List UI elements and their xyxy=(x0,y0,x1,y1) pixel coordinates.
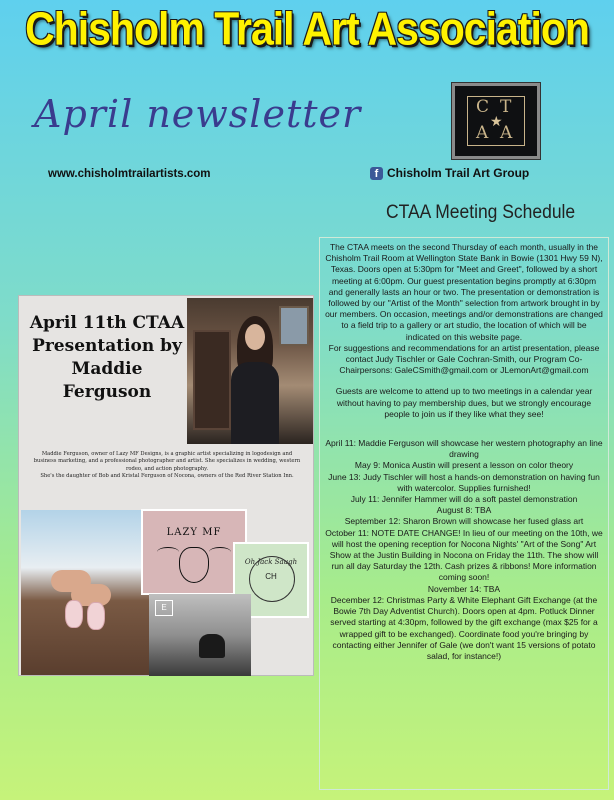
flyer-heading: April 11th CTAA Presentation by Maddie Ferguson xyxy=(29,313,185,402)
meeting-schedule-box xyxy=(319,237,609,790)
logo-letter-t: T xyxy=(500,97,512,117)
ctaa-logo xyxy=(452,83,540,159)
emblem-monogram: CH xyxy=(265,572,277,581)
website-link[interactable]: www.chisholmtrailartists.com xyxy=(48,168,211,180)
star-icon: ★ xyxy=(490,113,503,129)
photo-face xyxy=(245,324,265,350)
schedule-intro: The CTAA meets on the second Thursday of each month, usually in the Chisholm Trail Room at Wellington State Bank in Bowie (1301 Hwy 59 N), Texas. Doors open at 5:30pm for "Meet and Greet", followed by a short meeting at 6:00pm. Our guest presentation begins promptly at 6:30pm and generally lasts an hour or two. The presentation or demonstration is followed by our "Artist of the Month" selection from artwork brought in by our members. On occasion, meetings and/or demonstrations are changed to a field trip to a gallery or art studio, the location of which will be indicated on this website page. xyxy=(325,242,603,342)
schedule-event: August 8: TBA xyxy=(436,505,492,516)
presenter-photo xyxy=(187,298,313,444)
rider-silhouette xyxy=(199,634,225,658)
lazy-mf-logo-image xyxy=(141,509,247,595)
photo-window xyxy=(279,306,309,346)
schedule-suggestions: For suggestions and recommendations for an artist presentation, please contact Judy Tischler or Gale Cochran-Smith, our Program Co-Chairpersons: GaleCSmith@gmail.com or JLemonArt@gmail.com xyxy=(328,342,600,376)
baby-shoes-photo xyxy=(21,510,149,675)
schedule-event: April 11: Maddie Ferguson will showcase her western photography an line drawing xyxy=(325,438,603,460)
brand-mark-icon: E xyxy=(155,600,173,616)
horn-shape xyxy=(157,547,179,557)
logo-frame xyxy=(467,96,525,146)
schedule-event: September 12: Sharon Brown will showcase her fused glass art xyxy=(344,516,584,527)
longhorn-skull-icon xyxy=(179,547,209,583)
flyer-bio xyxy=(31,451,303,481)
newsletter-subtitle: April newsletter xyxy=(34,92,362,136)
schedule-event: December 12: Christmas Party & White Elephant Gift Exchange (at the Bowie 7th Day Adventist Church). Doors open at 4pm. Potluck Dinner served starting at 4:30pm, followed by the gift exchange (max $25 for a wrapped gift to be exchanged). Coordinate food you're bringing by contacting either Jennifer of Gale (we don't want 15 versions of potato salad, for instance!) xyxy=(330,594,598,661)
newsletter-title: Chisholm Trail Art Association xyxy=(25,3,589,55)
logo-letter-a1: A xyxy=(476,123,489,143)
schedule-event: July 11: Jennifer Hammer will do a soft pastel demonstration xyxy=(350,494,578,505)
shoe-shape xyxy=(65,600,83,628)
bio-line: Maddie Ferguson, owner of Lazy MF Designs, is a graphic artist specializing in logodesign and business marketing, and a professional photographer and artist. She specializes in wedding, western rodeo, and action photography. xyxy=(33,451,301,472)
facebook-link[interactable] xyxy=(370,166,529,180)
facebook-group-label: Chisholm Trail Art Group xyxy=(387,166,530,180)
logo-letter-a2: A xyxy=(500,123,513,143)
shoe-shape xyxy=(87,602,105,630)
photo-door xyxy=(193,330,231,430)
photo-body xyxy=(231,362,279,444)
horn-shape xyxy=(209,547,231,557)
schedule-event: November 14: TBA xyxy=(427,583,501,594)
logo-letter-c: C xyxy=(476,97,490,117)
schedule-event: May 9: Monica Austin will present a lesson on color theory xyxy=(354,460,574,471)
schedule-event: June 13: Judy Tischler will host a hands-on demonstration on having fun with watercolor. Supplies furnished! xyxy=(328,471,600,493)
emblem-text: Oh Jack Saugh xyxy=(244,558,298,566)
presentation-flyer xyxy=(18,295,314,676)
meeting-schedule-heading: CTAA Meeting Schedule xyxy=(386,202,576,223)
schedule-guests: Guests are welcome to attend up to two meetings in a calendar year without having to pay membership dues, but we strongly encourage people to join us if they like what they see! xyxy=(335,386,593,419)
rider-photo xyxy=(149,594,251,676)
facebook-icon: f xyxy=(370,167,383,180)
schedule-event: October 11: NOTE DATE CHANGE! In lieu of our meeting on the 10th, we will host the opening reception for Nocona Nights' "Art of the Song" Art Show at the Justin Building in Nocona on Friday the 11th. The show will run all day Saturday the 12th. Cash prizes & ribbons! More information coming soon! xyxy=(325,527,603,583)
lazy-mf-logo-text: LAZY MF xyxy=(166,527,222,538)
bio-line: She's the daughter of Bob and Kristal Ferguson of Nocona, owners of the Red River Station Inn. xyxy=(40,473,294,480)
